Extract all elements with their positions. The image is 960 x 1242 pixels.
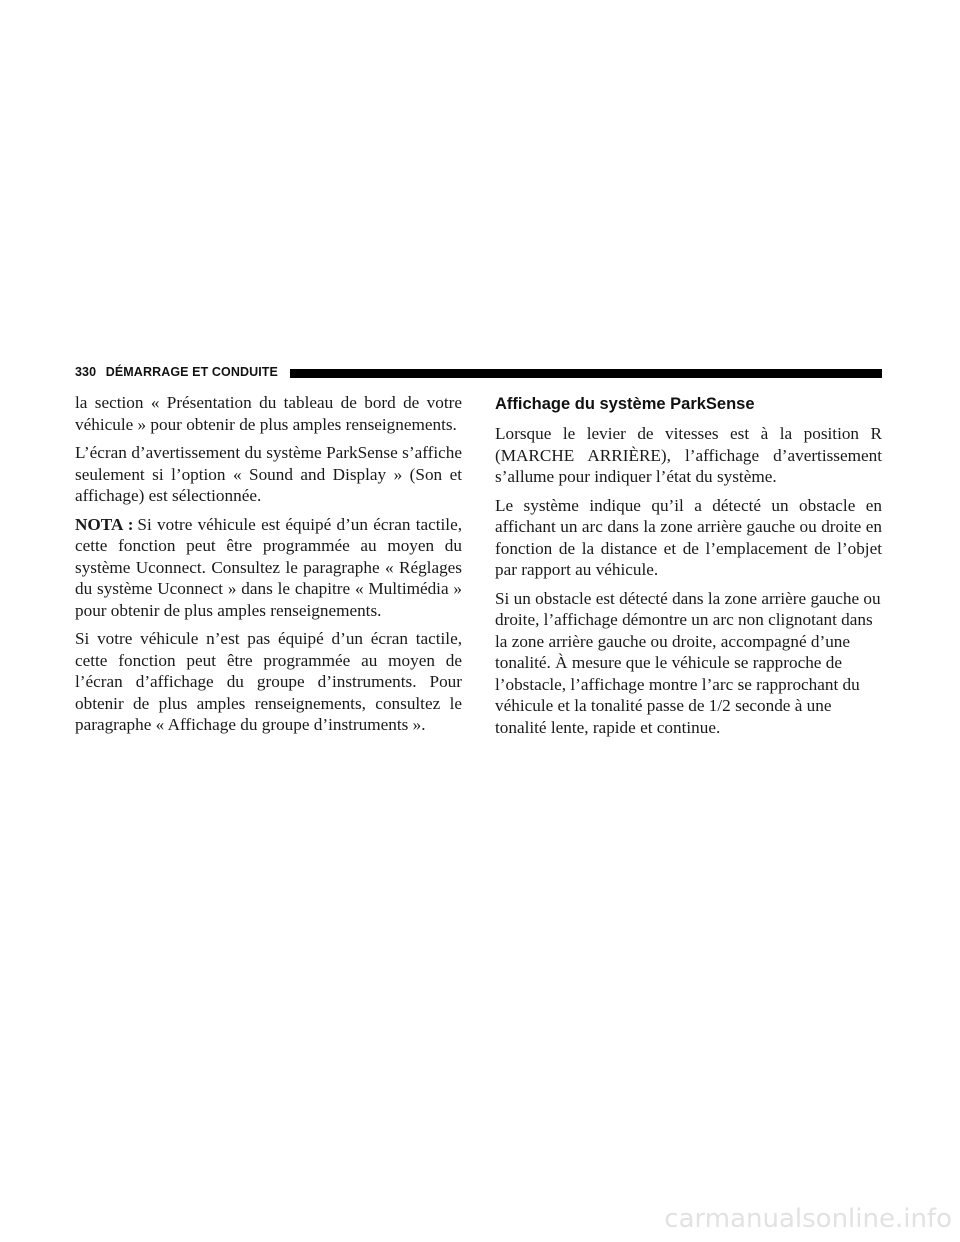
paragraph: la section « Présentation du tableau de bord de votre véhicule » pour obtenir de plus amples renseignements. [75,393,462,434]
header-rule-bar [290,369,882,378]
section-heading: Affichage du système ParkSense [495,395,755,413]
watermark: carmanualsonline.info [664,1204,952,1234]
note-text: Si votre véhicule est équipé d’un écran tactile, cette fonction peut être programmée au moyen du système Uconnect. Consultez le paragraphe « Réglages du système Uconnect » dans le chapitre « Multimédia » pour obtenir de plus amples renseignements. [75,514,463,620]
left-column [75,392,462,743]
right-column [495,392,882,745]
page-header [75,364,882,380]
page-number: 330 [75,365,97,379]
paragraph: L’écran d’avertissement du système ParkSense s’affiche seulement si l’option « Sound and Display » (Son et affichage) est sélectionnée. [75,443,462,505]
paragraph: Si un obstacle est détecté dans la zone arrière gauche ou droite, l’affichage démontre un arc non clignotant dans la zone arrière gauche ou droite, accompagné d’une tonalité. À mesure que le véhicule se rapproche de l’obstacle, l’affichage montre l’arc se rapprochant du véhicule et la tonalité passe de 1/2 seconde à une tonalité lente, rapide et continue. [495,588,881,737]
paragraph: Lorsque le levier de vitesses est à la position R (MARCHE ARRIÈRE), l’affichage d’avertissement s’allume pour indiquer l’état du système. [495,424,882,486]
paragraph: Si votre véhicule n’est pas équipé d’un écran tactile, cette fonction peut être programmée au moyen de l’écran d’affichage du groupe d’instruments. Pour obtenir de plus amples renseignements, consultez le paragraphe « Affichage du groupe d’instruments ». [75,629,462,734]
section-title: DÉMARRAGE ET CONDUITE [105,365,278,379]
note-paragraph [75,514,462,622]
page-header-text [75,364,278,380]
note-label: NOTA : [75,514,134,534]
paragraph: Le système indique qu’il a détecté un obstacle en affichant un arc dans la zone arrière gauche ou droite en fonction de la distance et de l’emplacement de l’objet par rapport au véhicule. [495,495,882,579]
